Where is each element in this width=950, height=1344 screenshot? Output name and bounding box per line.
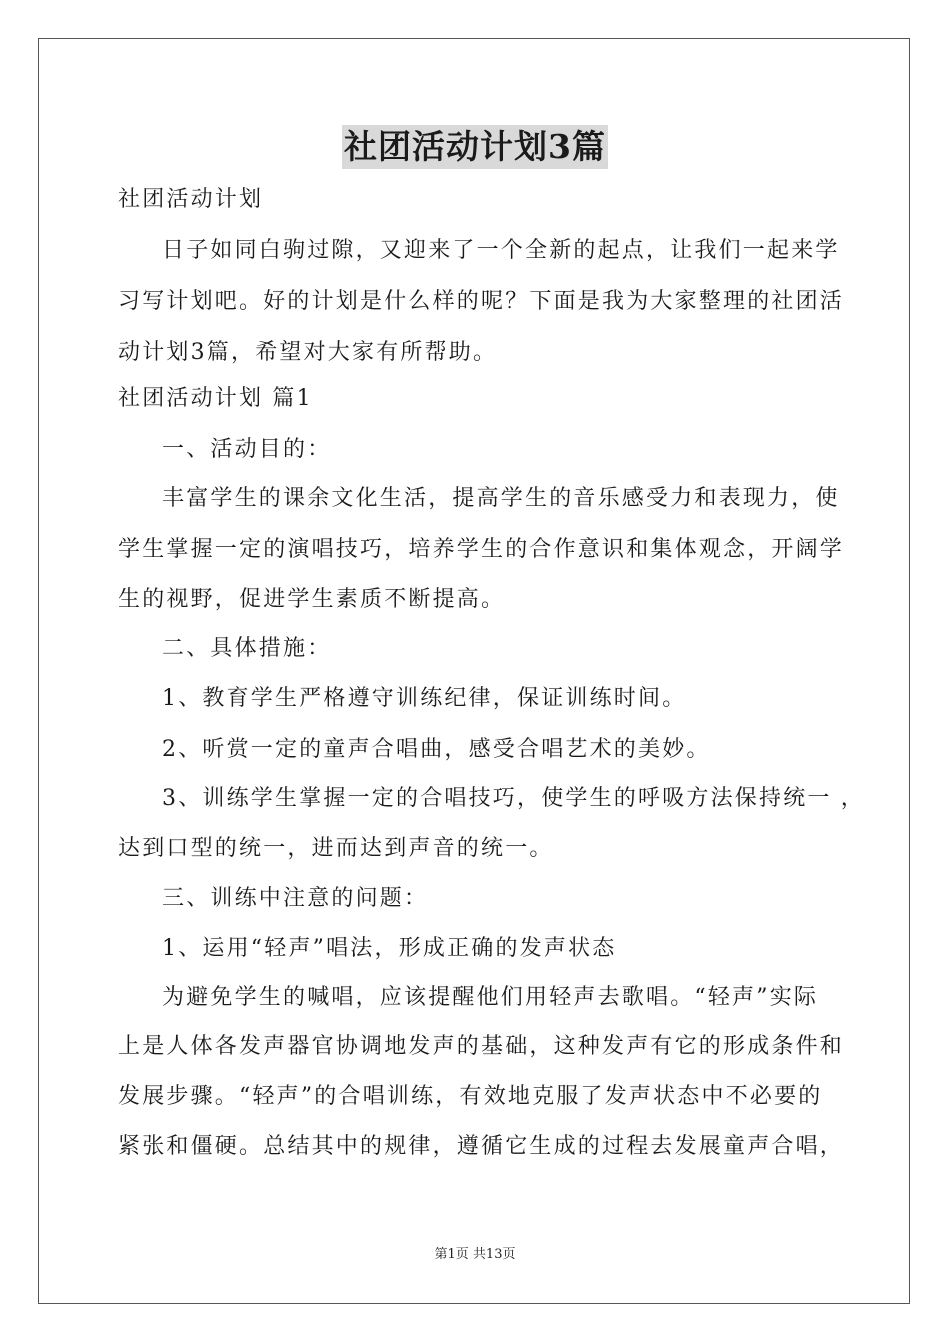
page-border [38,38,910,1304]
section-heading: 社团活动计划 篇1 [118,386,313,411]
paragraph-line: 1、运用“轻声”唱法，形成正确的发声状态 [162,936,617,961]
paragraph-line: 学生掌握一定的演唱技巧，培养学生的合作意识和集体观念，开阔学 [118,537,845,562]
paragraph-line: 三、训练中注意的问题： [162,886,429,911]
paragraph-line: 习写计划吧。好的计划是什么样的呢？下面是我为大家整理的社团活 [118,289,845,314]
paragraph-line: 紧张和僵硬。总结其中的规律，遵循它生成的过程去发展童声合唱， [118,1134,845,1159]
paragraph-line: 2、听赏一定的童声合唱曲，感受合唱艺术的美妙。 [162,737,711,762]
paragraph-line: 为避免学生的喊唱，应该提醒他们用轻声去歌唱。“轻声”实际 [162,985,819,1010]
paragraph-line: 1、教育学生严格遵守训练纪律，保证训练时间。 [162,686,687,711]
paragraph-line: 达到口型的统一，进而达到声音的统一。 [118,836,554,861]
title-wrap [0,125,950,169]
paragraph-line: 发展步骤。“轻声”的合唱训练，有效地克服了发声状态中不必要的 [118,1084,823,1109]
page-footer: 第1页 共13页 [434,1247,516,1262]
paragraph-line: 一、活动目的： [162,437,332,462]
paragraph-line: 上是人体各发声器官协调地发声的基础，这种发声有它的形成条件和 [118,1034,845,1059]
paragraph-line: 动计划3篇，希望对大家有所帮助。 [118,340,498,365]
paragraph-line: 3、训练学生掌握一定的合唱技巧，使学生的呼吸方法保持统一 ， [162,786,865,811]
paragraph-line: 日子如同白驹过隙，又迎来了一个全新的起点，让我们一起来学 [162,238,840,263]
subtitle: 社团活动计划 [118,187,264,212]
paragraph-line: 生的视野，促进学生素质不断提高。 [118,587,506,612]
document-title: 社团活动计划3篇 [342,125,608,169]
paragraph-line: 丰富学生的课余文化生活，提高学生的音乐感受力和表现力，使 [162,486,840,511]
paragraph-line: 二、具体措施： [162,636,332,661]
